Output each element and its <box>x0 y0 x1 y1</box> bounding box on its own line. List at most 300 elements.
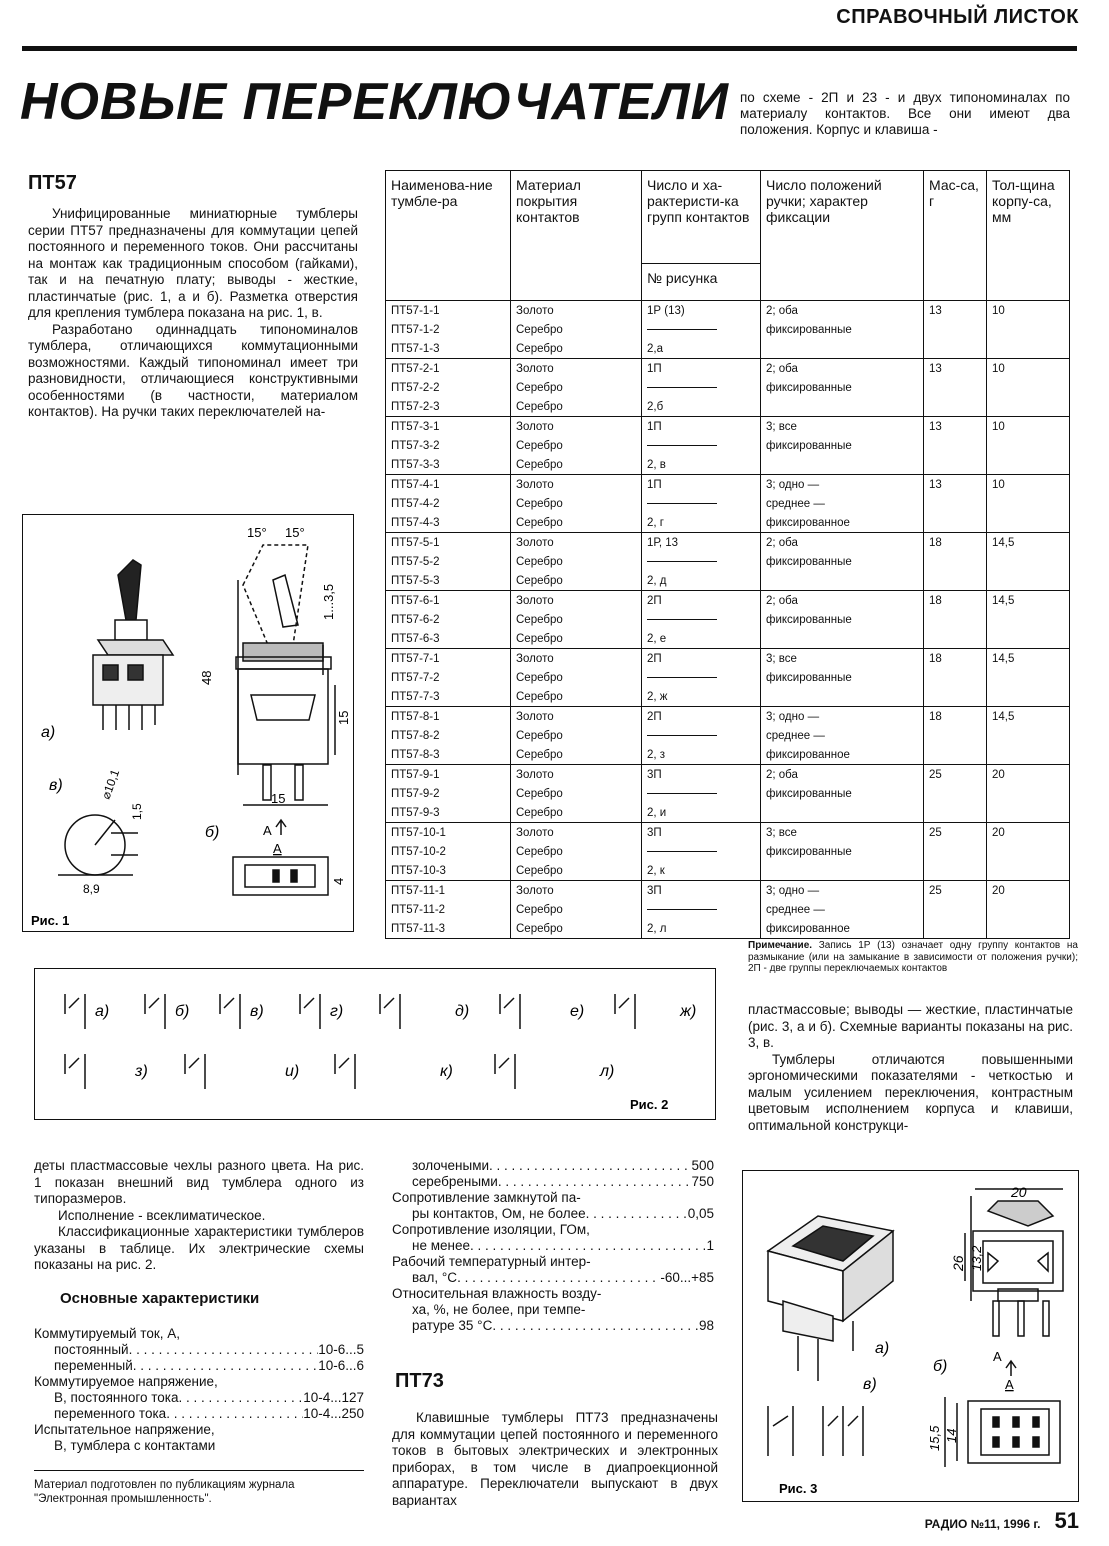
figure-1 <box>22 514 354 932</box>
cell-material: Серебро <box>511 687 642 707</box>
current-label: Коммутируемый ток, А, <box>34 1326 181 1341</box>
temperature-row <box>392 1270 714 1286</box>
cell-thickness: 14,5 <box>987 533 1070 553</box>
isolation-value: 1 <box>706 1238 714 1253</box>
cell-name: ПТ57-4-1 <box>386 475 511 495</box>
fig2-variant <box>500 994 584 1029</box>
right-paragraph-1: пластмассовые; выводы — жесткие, пластинчатые (рис. 3, а и б). Схемные варианты показаны на рис. 3, в. <box>748 1002 1073 1050</box>
cell-thickness <box>987 687 1070 707</box>
table-row <box>386 784 1070 803</box>
cell-positions: фиксированные <box>761 784 924 803</box>
fig2-variant-label: в) <box>250 1003 264 1020</box>
figure-1-drawing <box>23 515 353 931</box>
isolation-row <box>392 1238 714 1254</box>
cell-material: Золото <box>511 707 642 727</box>
cell-thickness: 14,5 <box>987 649 1070 669</box>
fig2-switch-symbol <box>65 1054 85 1089</box>
fig1-arrow-label: А <box>263 823 272 838</box>
fig2-switch-symbol <box>65 994 85 1029</box>
cell-name: ПТ57-3-1 <box>386 417 511 437</box>
cell-positions <box>761 397 924 417</box>
col-header-material: Материал покрытия контактов <box>511 171 642 301</box>
fig2-switch-symbol <box>495 1054 515 1089</box>
cell-divider <box>642 378 761 397</box>
cell-figure: 2, г <box>642 513 761 533</box>
cell-name: ПТ57-1-2 <box>386 320 511 339</box>
cell-name: ПТ57-11-1 <box>386 881 511 901</box>
cell-contacts: 2П <box>642 707 761 727</box>
dim-diameter: ⌀10,1 <box>98 767 123 802</box>
table-row <box>386 417 1070 437</box>
cell-thickness: 10 <box>987 417 1070 437</box>
table-row <box>386 359 1070 379</box>
cell-name: ПТ57-8-2 <box>386 726 511 745</box>
cell-positions: среднее — <box>761 726 924 745</box>
fig1-label-v: в) <box>49 777 63 794</box>
cell-positions <box>761 803 924 823</box>
cell-thickness <box>987 668 1070 687</box>
test-voltage-label-2: В, тумблера с контактами <box>54 1438 216 1453</box>
cell-material: Золото <box>511 881 642 901</box>
cell-positions <box>761 455 924 475</box>
dim-15-vertical: 15 <box>336 710 351 725</box>
cell-mass <box>924 745 987 765</box>
fig1-label-a: а) <box>41 724 56 741</box>
cell-contacts: 3П <box>642 881 761 901</box>
temperature-value: -60...+85 <box>660 1270 714 1285</box>
cell-divider <box>642 668 761 687</box>
cell-material: Серебро <box>511 668 642 687</box>
cell-thickness <box>987 610 1070 629</box>
col-header-mass: Мас-са, г <box>924 171 987 301</box>
specs-table <box>385 170 1070 939</box>
cell-material: Серебро <box>511 552 642 571</box>
fig2-switch-symbol <box>380 994 400 1029</box>
cell-thickness <box>987 861 1070 881</box>
cell-material: Серебро <box>511 842 642 861</box>
cell-mass <box>924 571 987 591</box>
fig2-switch-symbol <box>615 994 635 1029</box>
dim-angle-1: 15° <box>247 525 267 540</box>
cell-figure: 2, л <box>642 919 761 939</box>
cell-divider <box>642 726 761 745</box>
cell-positions: 3; одно — <box>761 475 924 495</box>
pt57-paragraph-2: Разработано одиннадцать типономиналов тумблера, отличающихся коммутационными возможностями. Каждый типономинал имеет три разновидности, отличающиеся конструктивными особенностями (в частности, материалом контактов). На ручки таких переключателей на- <box>28 321 358 419</box>
cell-divider <box>642 784 761 803</box>
cell-material: Серебро <box>511 455 642 475</box>
gold-label: золочеными <box>412 1158 490 1173</box>
cell-figure: 2, и <box>642 803 761 823</box>
cell-name: ПТ57-1-1 <box>386 301 511 321</box>
isolation-label-2: не менее <box>412 1238 470 1253</box>
cell-mass <box>924 397 987 417</box>
cell-name: ПТ57-8-3 <box>386 745 511 765</box>
cell-thickness: 14,5 <box>987 591 1070 611</box>
dim-1-3-5: 1...3,5 <box>321 583 336 620</box>
cell-mass <box>924 803 987 823</box>
cell-divider <box>642 320 761 339</box>
cell-contacts: 1П <box>642 359 761 379</box>
table-row <box>386 339 1070 359</box>
cell-mass <box>924 842 987 861</box>
cell-positions: 3; все <box>761 417 924 437</box>
cell-name: ПТ57-5-2 <box>386 552 511 571</box>
cell-mass: 18 <box>924 533 987 553</box>
cell-positions: фиксированное <box>761 745 924 765</box>
cell-positions <box>761 629 924 649</box>
col1-paragraph-3: Классификационные характеристики тумблеров указаны в таблице. Их электрические схемы показаны на рис. 2. <box>34 1224 364 1272</box>
cell-material: Серебро <box>511 436 642 455</box>
fig2-variant-label: з) <box>135 1063 148 1080</box>
cell-name: ПТ57-3-2 <box>386 436 511 455</box>
cell-thickness <box>987 629 1070 649</box>
cell-name: ПТ57-5-3 <box>386 571 511 591</box>
cell-positions: фиксированные <box>761 842 924 861</box>
cell-thickness: 14,5 <box>987 707 1070 727</box>
cell-thickness: 10 <box>987 475 1070 495</box>
cell-material: Серебро <box>511 784 642 803</box>
cell-positions: 3; одно — <box>761 881 924 901</box>
cell-mass: 18 <box>924 707 987 727</box>
col1-paragraph-1: деты пластмассовые чехлы разного цвета. На рис. 1 показан внешний вид тумблера одного из типоразмеров. <box>34 1158 364 1206</box>
fig2-variant <box>65 1054 148 1089</box>
col-header-thickness: Тол-щина корпу-са, мм <box>987 171 1070 301</box>
cell-divider <box>642 436 761 455</box>
figure-2-drawing <box>35 969 715 1119</box>
cell-thickness: 20 <box>987 823 1070 843</box>
isolation-label: Сопротивление изоляции, ГОм, <box>392 1222 590 1237</box>
cell-figure: 2, д <box>642 571 761 591</box>
cell-material: Золото <box>511 475 642 495</box>
figure-2 <box>34 968 716 1120</box>
cell-mass <box>924 339 987 359</box>
vdc-row <box>34 1390 364 1406</box>
cell-contacts: 1П <box>642 475 761 495</box>
cell-thickness <box>987 436 1070 455</box>
cell-name: ПТ57-10-3 <box>386 861 511 881</box>
cell-positions <box>761 687 924 707</box>
cell-material: Золото <box>511 359 642 379</box>
fig2-switch-symbol <box>185 1054 205 1089</box>
cell-mass: 13 <box>924 417 987 437</box>
fig3-label-b: б) <box>933 1358 948 1375</box>
cell-material: Серебро <box>511 919 642 939</box>
cell-figure: 2, ж <box>642 687 761 707</box>
table-row <box>386 494 1070 513</box>
cell-positions: фиксированные <box>761 668 924 687</box>
cell-mass <box>924 494 987 513</box>
figure-3 <box>742 1170 1079 1502</box>
cell-thickness <box>987 784 1070 803</box>
table-row <box>386 707 1070 727</box>
cell-positions: фиксированные <box>761 320 924 339</box>
cell-name: ПТ57-2-1 <box>386 359 511 379</box>
temperature-label-2: вал, °С <box>412 1270 458 1285</box>
fig2-variant-label: а) <box>95 1003 110 1020</box>
cell-mass <box>924 320 987 339</box>
cell-thickness <box>987 552 1070 571</box>
table-row <box>386 668 1070 687</box>
cell-positions: 2; оба <box>761 765 924 785</box>
cell-material: Золото <box>511 591 642 611</box>
ac-value: 10-6...6 <box>318 1358 364 1373</box>
table-row <box>386 378 1070 397</box>
journal-issue: РАДИО №11, 1996 г. <box>924 1517 1041 1531</box>
cell-contacts: 3П <box>642 765 761 785</box>
dim-8-9: 8,9 <box>83 882 100 896</box>
cell-material: Серебро <box>511 629 642 649</box>
cell-contacts: 1Р (13) <box>642 301 761 321</box>
table-row <box>386 861 1070 881</box>
cell-contacts: 2П <box>642 591 761 611</box>
cell-thickness <box>987 745 1070 765</box>
cell-thickness: 10 <box>987 359 1070 379</box>
fig3-label-a: а) <box>875 1340 890 1357</box>
cell-positions: фиксированные <box>761 378 924 397</box>
cell-name: ПТ57-7-3 <box>386 687 511 707</box>
dc-value: 10-6...5 <box>318 1342 364 1357</box>
col-header-positions: Число положений ручки; характер фиксации <box>761 171 924 301</box>
vdc-label: В, постоянного тока <box>54 1390 179 1405</box>
cell-name: ПТ57-5-1 <box>386 533 511 553</box>
intro-continuation: по схеме - 2П и 23 - и двух типономиналах по материалу контактов. Все они имеют два положения. Корпус и клавиша - <box>740 90 1070 137</box>
cell-name: ПТ57-6-1 <box>386 591 511 611</box>
right-column-text <box>748 1002 1073 1134</box>
silver-value: 750 <box>691 1174 714 1189</box>
cell-figure: 2, к <box>642 861 761 881</box>
cell-name: ПТ57-4-3 <box>386 513 511 533</box>
dim-48: 48 <box>199 670 214 685</box>
pt73-heading: ПТ73 <box>395 1370 444 1392</box>
cell-name: ПТ57-11-3 <box>386 919 511 939</box>
pt73-text <box>392 1410 718 1509</box>
page-number: 51 <box>1054 1508 1079 1533</box>
cell-name: ПТ57-9-2 <box>386 784 511 803</box>
cell-material: Серебро <box>511 378 642 397</box>
dim-4: 4 <box>331 877 346 885</box>
fig2-switch-symbol <box>145 994 165 1029</box>
cell-name: ПТ57-9-1 <box>386 765 511 785</box>
col-header-name: Наименова-ние тумбле-ра <box>386 171 511 301</box>
table-row <box>386 823 1070 843</box>
cell-contacts: 1Р, 13 <box>642 533 761 553</box>
table-row <box>386 533 1070 553</box>
cell-material: Золото <box>511 765 642 785</box>
temperature-label: Рабочий температурный интер- <box>392 1254 591 1269</box>
fig2-variant <box>65 994 109 1029</box>
fig3-caption: Рис. 3 <box>779 1481 818 1496</box>
cell-material: Серебро <box>511 571 642 591</box>
cell-thickness <box>987 803 1070 823</box>
table-row <box>386 765 1070 785</box>
cell-thickness <box>987 494 1070 513</box>
cell-figure: 2, з <box>642 745 761 765</box>
cell-thickness <box>987 378 1070 397</box>
cell-positions <box>761 861 924 881</box>
vdc-value: 10-4...127 <box>303 1390 364 1405</box>
fig2-variant-label: г) <box>330 1003 344 1020</box>
cell-thickness <box>987 919 1070 939</box>
cell-divider <box>642 552 761 571</box>
col-header-figure: № рисунка <box>642 264 761 301</box>
humidity-label: Относительная влажность возду- <box>392 1286 602 1301</box>
cell-positions: 2; оба <box>761 301 924 321</box>
fig3-view-label: А <box>1005 1377 1014 1392</box>
cell-mass <box>924 629 987 649</box>
fig2-variant-label: е) <box>570 1003 585 1020</box>
dim-1-5: 1,5 <box>130 803 144 820</box>
cell-name: ПТ57-11-2 <box>386 900 511 919</box>
fig2-switch-symbol <box>300 994 320 1029</box>
cell-name: ПТ57-3-3 <box>386 455 511 475</box>
pt57-paragraph-1: Унифицированные миниатюрные тумблеры серии ПТ57 предназначены для коммутации цепей постоянного и переменного токов. Они рассчитаны на монтаж как традиционным способом (гайками), так и на печатную плату; выводы - жесткие, пластинчатые (рис. 1, а и б). Разметка отверстия для крепления тумблера показана на рис. 1, в. <box>28 206 358 320</box>
cell-thickness: 20 <box>987 765 1070 785</box>
cell-contacts: 1П <box>642 417 761 437</box>
table-row <box>386 552 1070 571</box>
fig2-variant-label: б) <box>175 1003 190 1020</box>
cell-material: Золото <box>511 649 642 669</box>
cell-name: ПТ57-10-2 <box>386 842 511 861</box>
table-row <box>386 881 1070 901</box>
table-row <box>386 455 1070 475</box>
pt57-text <box>28 206 358 421</box>
cell-divider <box>642 900 761 919</box>
cell-mass: 13 <box>924 475 987 495</box>
cell-thickness <box>987 339 1070 359</box>
cell-positions: среднее — <box>761 494 924 513</box>
gold-value: 500 <box>691 1158 714 1173</box>
source-note: Материал подготовлен по публикациям журнала "Электронная промышленность". <box>34 1479 295 1505</box>
cell-mass <box>924 784 987 803</box>
cell-mass <box>924 378 987 397</box>
fig2-switch-symbol <box>220 994 240 1029</box>
cell-positions: фиксированные <box>761 610 924 629</box>
fig2-variant-label: ж) <box>680 1003 697 1020</box>
cell-contacts: 3П <box>642 823 761 843</box>
resistance-label-2: ры контактов, Ом, не более <box>412 1206 586 1221</box>
pt57-heading: ПТ57 <box>28 172 77 194</box>
cell-mass: 13 <box>924 301 987 321</box>
cell-mass <box>924 610 987 629</box>
dim-15-horizontal: 15 <box>271 791 286 806</box>
cell-positions <box>761 571 924 591</box>
cell-name: ПТ57-6-2 <box>386 610 511 629</box>
cell-positions <box>761 339 924 359</box>
table-row <box>386 513 1070 533</box>
cell-material: Серебро <box>511 494 642 513</box>
fig1-caption: Рис. 1 <box>31 913 70 928</box>
cell-mass <box>924 668 987 687</box>
cell-mass <box>924 552 987 571</box>
cell-positions: 3; одно — <box>761 707 924 727</box>
cell-thickness <box>987 726 1070 745</box>
cell-material: Серебро <box>511 339 642 359</box>
dc-current-row <box>34 1342 364 1358</box>
table-row <box>386 919 1070 939</box>
table-row <box>386 745 1070 765</box>
cell-positions: 3; все <box>761 823 924 843</box>
dc-label: постоянный <box>54 1342 129 1357</box>
cell-positions: фиксированные <box>761 552 924 571</box>
ac-current-row <box>34 1358 364 1374</box>
humidity-row <box>392 1318 714 1334</box>
cell-positions: 2; оба <box>761 533 924 553</box>
fig2-variant-label: и) <box>285 1063 300 1080</box>
page-footer <box>925 1508 1079 1534</box>
cell-mass <box>924 455 987 475</box>
voltage-label: Коммутируемое напряжение, <box>34 1374 218 1389</box>
dim-13-2: 13,2 <box>969 1245 984 1271</box>
table-row <box>386 571 1070 591</box>
cell-thickness <box>987 571 1070 591</box>
cell-material: Серебро <box>511 726 642 745</box>
fig2-variant <box>145 994 189 1029</box>
table-row <box>386 320 1070 339</box>
dim-26: 26 <box>950 1255 966 1271</box>
gold-row <box>392 1158 714 1174</box>
fig2-variant <box>335 1054 453 1089</box>
cell-positions: фиксированное <box>761 513 924 533</box>
cell-divider <box>642 494 761 513</box>
fig2-variant <box>185 1054 299 1089</box>
humidity-label-3: ратуре 35 °С <box>412 1318 493 1333</box>
fig2-switch-symbol <box>335 1054 355 1089</box>
resistance-label: Сопротивление замкнутой па- <box>392 1190 581 1205</box>
cell-name: ПТ57-4-2 <box>386 494 511 513</box>
cell-figure: 2,а <box>642 339 761 359</box>
specs-table-body <box>386 301 1070 939</box>
cell-positions: 3; все <box>761 649 924 669</box>
cell-material: Серебро <box>511 745 642 765</box>
test-voltage-label: Испытательное напряжение, <box>34 1422 215 1437</box>
cell-thickness <box>987 320 1070 339</box>
cell-name: ПТ57-1-3 <box>386 339 511 359</box>
silver-label: серебреными <box>412 1174 498 1189</box>
cell-figure: 2,б <box>642 397 761 417</box>
section-header: СПРАВОЧНЫЙ ЛИСТОК <box>836 6 1079 28</box>
col-header-contacts: Число и ха-рактеристи-ка групп контактов <box>642 171 761 264</box>
cell-positions: 2; оба <box>761 359 924 379</box>
header-rule <box>22 46 1077 51</box>
table-row <box>386 301 1070 321</box>
cell-divider <box>642 842 761 861</box>
cell-thickness <box>987 900 1070 919</box>
fig1-label-b: б) <box>205 824 220 841</box>
silver-row <box>392 1174 714 1190</box>
humidity-label-2: ха, %, не более, при темпе- <box>412 1302 586 1317</box>
vac-value: 10-4...250 <box>303 1406 364 1421</box>
resistance-row <box>392 1206 714 1222</box>
resistance-value: 0,05 <box>687 1206 714 1221</box>
cell-figure: 2, в <box>642 455 761 475</box>
cell-name: ПТ57-2-3 <box>386 397 511 417</box>
cell-mass: 13 <box>924 359 987 379</box>
col2-chars <box>392 1158 714 1334</box>
table-row <box>386 397 1070 417</box>
cell-mass: 18 <box>924 649 987 669</box>
fig2-variant-label: д) <box>455 1003 470 1020</box>
table-row <box>386 475 1070 495</box>
dim-angle-2: 15° <box>285 525 305 540</box>
cell-thickness: 20 <box>987 881 1070 901</box>
dim-15-5: 15,5 <box>927 1425 942 1451</box>
cell-material: Золото <box>511 823 642 843</box>
ac-label: переменный <box>54 1358 133 1373</box>
col1-text <box>34 1158 364 1274</box>
cell-name: ПТ57-2-2 <box>386 378 511 397</box>
cell-material: Серебро <box>511 320 642 339</box>
dim-20: 20 <box>1011 1184 1027 1200</box>
